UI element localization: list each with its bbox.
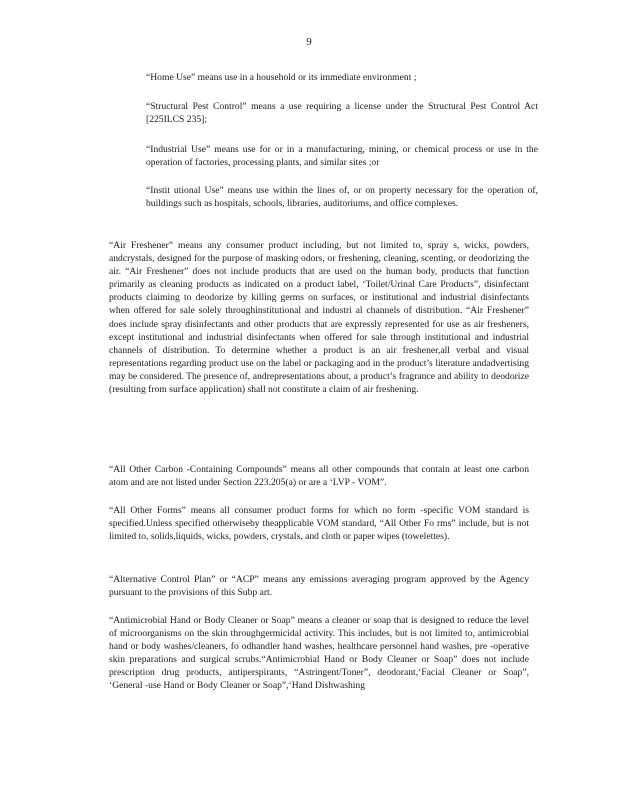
definition-all-other-forms: “All Other Forms” means all consumer product forms for which no form -specific VOM standard is specified.Unless specified otherwiseby theapplicable VOM standard, “All Other Fo rms” include, but is not limited to, solids,liquids, wicks, powders, crystals, and cloth or paper wipes (towelettes). — [109, 505, 529, 543]
definition-air-freshener: “Air Freshener” means any consumer product including, but not limited to, spray s, wicks, powders, andcrystals, designed for the purpose of masking odors, or freshening, cleaning, scenting, or deodorizing the air. “Air Freshener” does not include products that are used on the human body, products that function primarily as cleaning products as indicated on a product label, ‘Toilet/Urinal Care Products”, disinfectant products claiming to deodorize by killing germs on surfaces, or institutional and industrial disinfectants when offered for sale solely throughinstitutional and industri al channels of distribution. “Air Freshener” does include spray disinfectants and other products that are expressly represented for use as air fresheners, except institutional and industrial disinfectants when offered for sale through institutional and industrial channels of distribution. To determine whether a product is an air freshener,all verbal and visual representations regarding product use on the label or packaging and in the product’s literature andadvertising may be considered. The presence of, andrepresentations about, a product’s fragrance and ability to deodorize (resulting from surface application) shall not constitute a claim of air freshening. — [109, 240, 529, 396]
definition-alternative-control-plan: “Alternative Control Plan” or “ACP” means any emissions averaging program approved by the Agency pursuant to the provisions of this Subp art. — [109, 574, 529, 599]
definition-industrial-use: “Industrial Use” means use for or in a manufacturing, mining, or chemical process or use in the operation of factories, processing plants, and similar sites ;or — [146, 144, 538, 169]
definition-antimicrobial-hand-or-body-cleaner: “Antimicrobial Hand or Body Cleaner or Soap” means a cleaner or soap that is designed to reduce the level of microorganisms on the skin throughgermicidal activity. This includes, but is not limited to, antimicrobial hand or body washes/cleaners, fo odhandler hand washes, healthcare personnel hand washes, pre -operative skin preparations and surgical scrubs.“Antimicrobial Hand or Body Cleaner or Soap” does not include prescription drug products, antiperspirants, “Astringent/Toner”, deodorant,‘Facial Cleaner or Soap”, ‘General -use Hand or Body Cleaner or Soap”,‘Hand Dishwashing — [109, 615, 529, 692]
definition-home-use: “Home Use” means use in a household or its immediate environment ; — [146, 72, 417, 83]
definition-all-other-carbon-containing-compounds: “All Other Carbon -Containing Compounds” means all other compounds that contain at least one carbon atom and are not listed under Section 223.205(a) or are a ‘LVP - VOM”. — [109, 464, 529, 489]
page-number: 9 — [306, 36, 312, 48]
definition-institutional-use: “Instit utional Use” means use within the lines of, or on property necessary for the operation of, buildings such as hospitals, schools, libraries, auditoriums, and office complexes. — [146, 185, 538, 210]
definition-structural-pest-control: “Structural Pest Control” means a use requiring a license under the Structural Pest Control Act [225ILCS 235]; — [146, 101, 538, 126]
